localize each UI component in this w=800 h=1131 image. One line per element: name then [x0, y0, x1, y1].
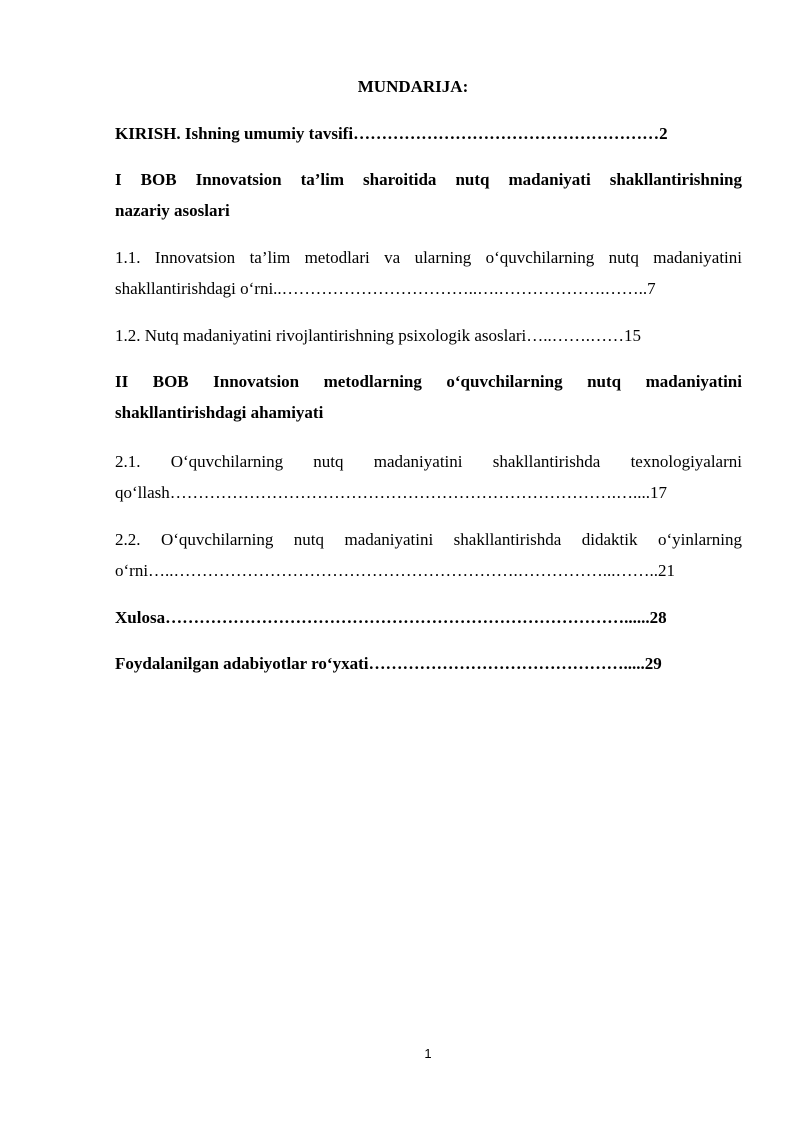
toc-entry-section-1-1 — [115, 242, 742, 304]
toc-entry-chapter-1-line-1: I BOB Innovatsion ta’lim sharoitida nutq madaniyati shakllantirishning — [115, 170, 742, 189]
toc-entry-chapter-2 — [115, 366, 742, 428]
toc-entry-chapter-1-line-2: nazariy asoslari — [115, 201, 230, 220]
toc-entry-section-2-1 — [115, 446, 742, 508]
toc-entry-section-1-2: 1.2. Nutq madaniyatini rivojlantirishning psixologik asoslari…..…….……15 — [115, 326, 642, 345]
toc-entry-conclusion: Xulosa………………………………………………………………………......28 — [115, 608, 667, 627]
toc-entry-section-2-2-line-1: 2.2. O‘quvchilarning nutq madaniyatini shakllantirishda didaktik o‘yinlarning — [115, 530, 742, 549]
toc-entry-chapter-1 — [115, 164, 742, 226]
toc-entry-chapter-2-line-2: shakllantirishdagi ahamiyati — [115, 403, 324, 422]
toc-entry-section-1-1-line-2: shakllantirishdagi o‘rni..……………………………..….……………….……..7 — [115, 279, 656, 298]
toc-entry-section-2-1-line-1: 2.1. O‘quvchilarning nutq madaniyatini shakllantirishda texnologiyalarni — [115, 452, 742, 471]
toc-entry-references: Foydalanilgan adabiyotlar ro‘yxati……………………………………….....29 — [115, 654, 662, 673]
page-number: 1 — [424, 1046, 432, 1061]
page-title: MUNDARIJA: — [357, 77, 469, 96]
toc-entry-section-2-2 — [115, 524, 742, 586]
toc-entry-section-2-2-line-2: o‘rni…..…………………………………………………….……………...……..21 — [115, 561, 676, 580]
toc-entry-intro: KIRISH. Ishning umumiy tavsifi………………………………………………2 — [115, 124, 668, 143]
toc-entry-chapter-2-line-1: II BOB Innovatsion metodlarning o‘quvchilarning nutq madaniyatini — [115, 372, 742, 391]
toc-entry-section-1-1-line-1: 1.1. Innovatsion ta’lim metodlari va ularning o‘quvchilarning nutq madaniyatini — [115, 248, 742, 267]
toc-entry-section-2-1-line-2: qo‘llash…………………………………………………………………….…....17 — [115, 483, 668, 502]
